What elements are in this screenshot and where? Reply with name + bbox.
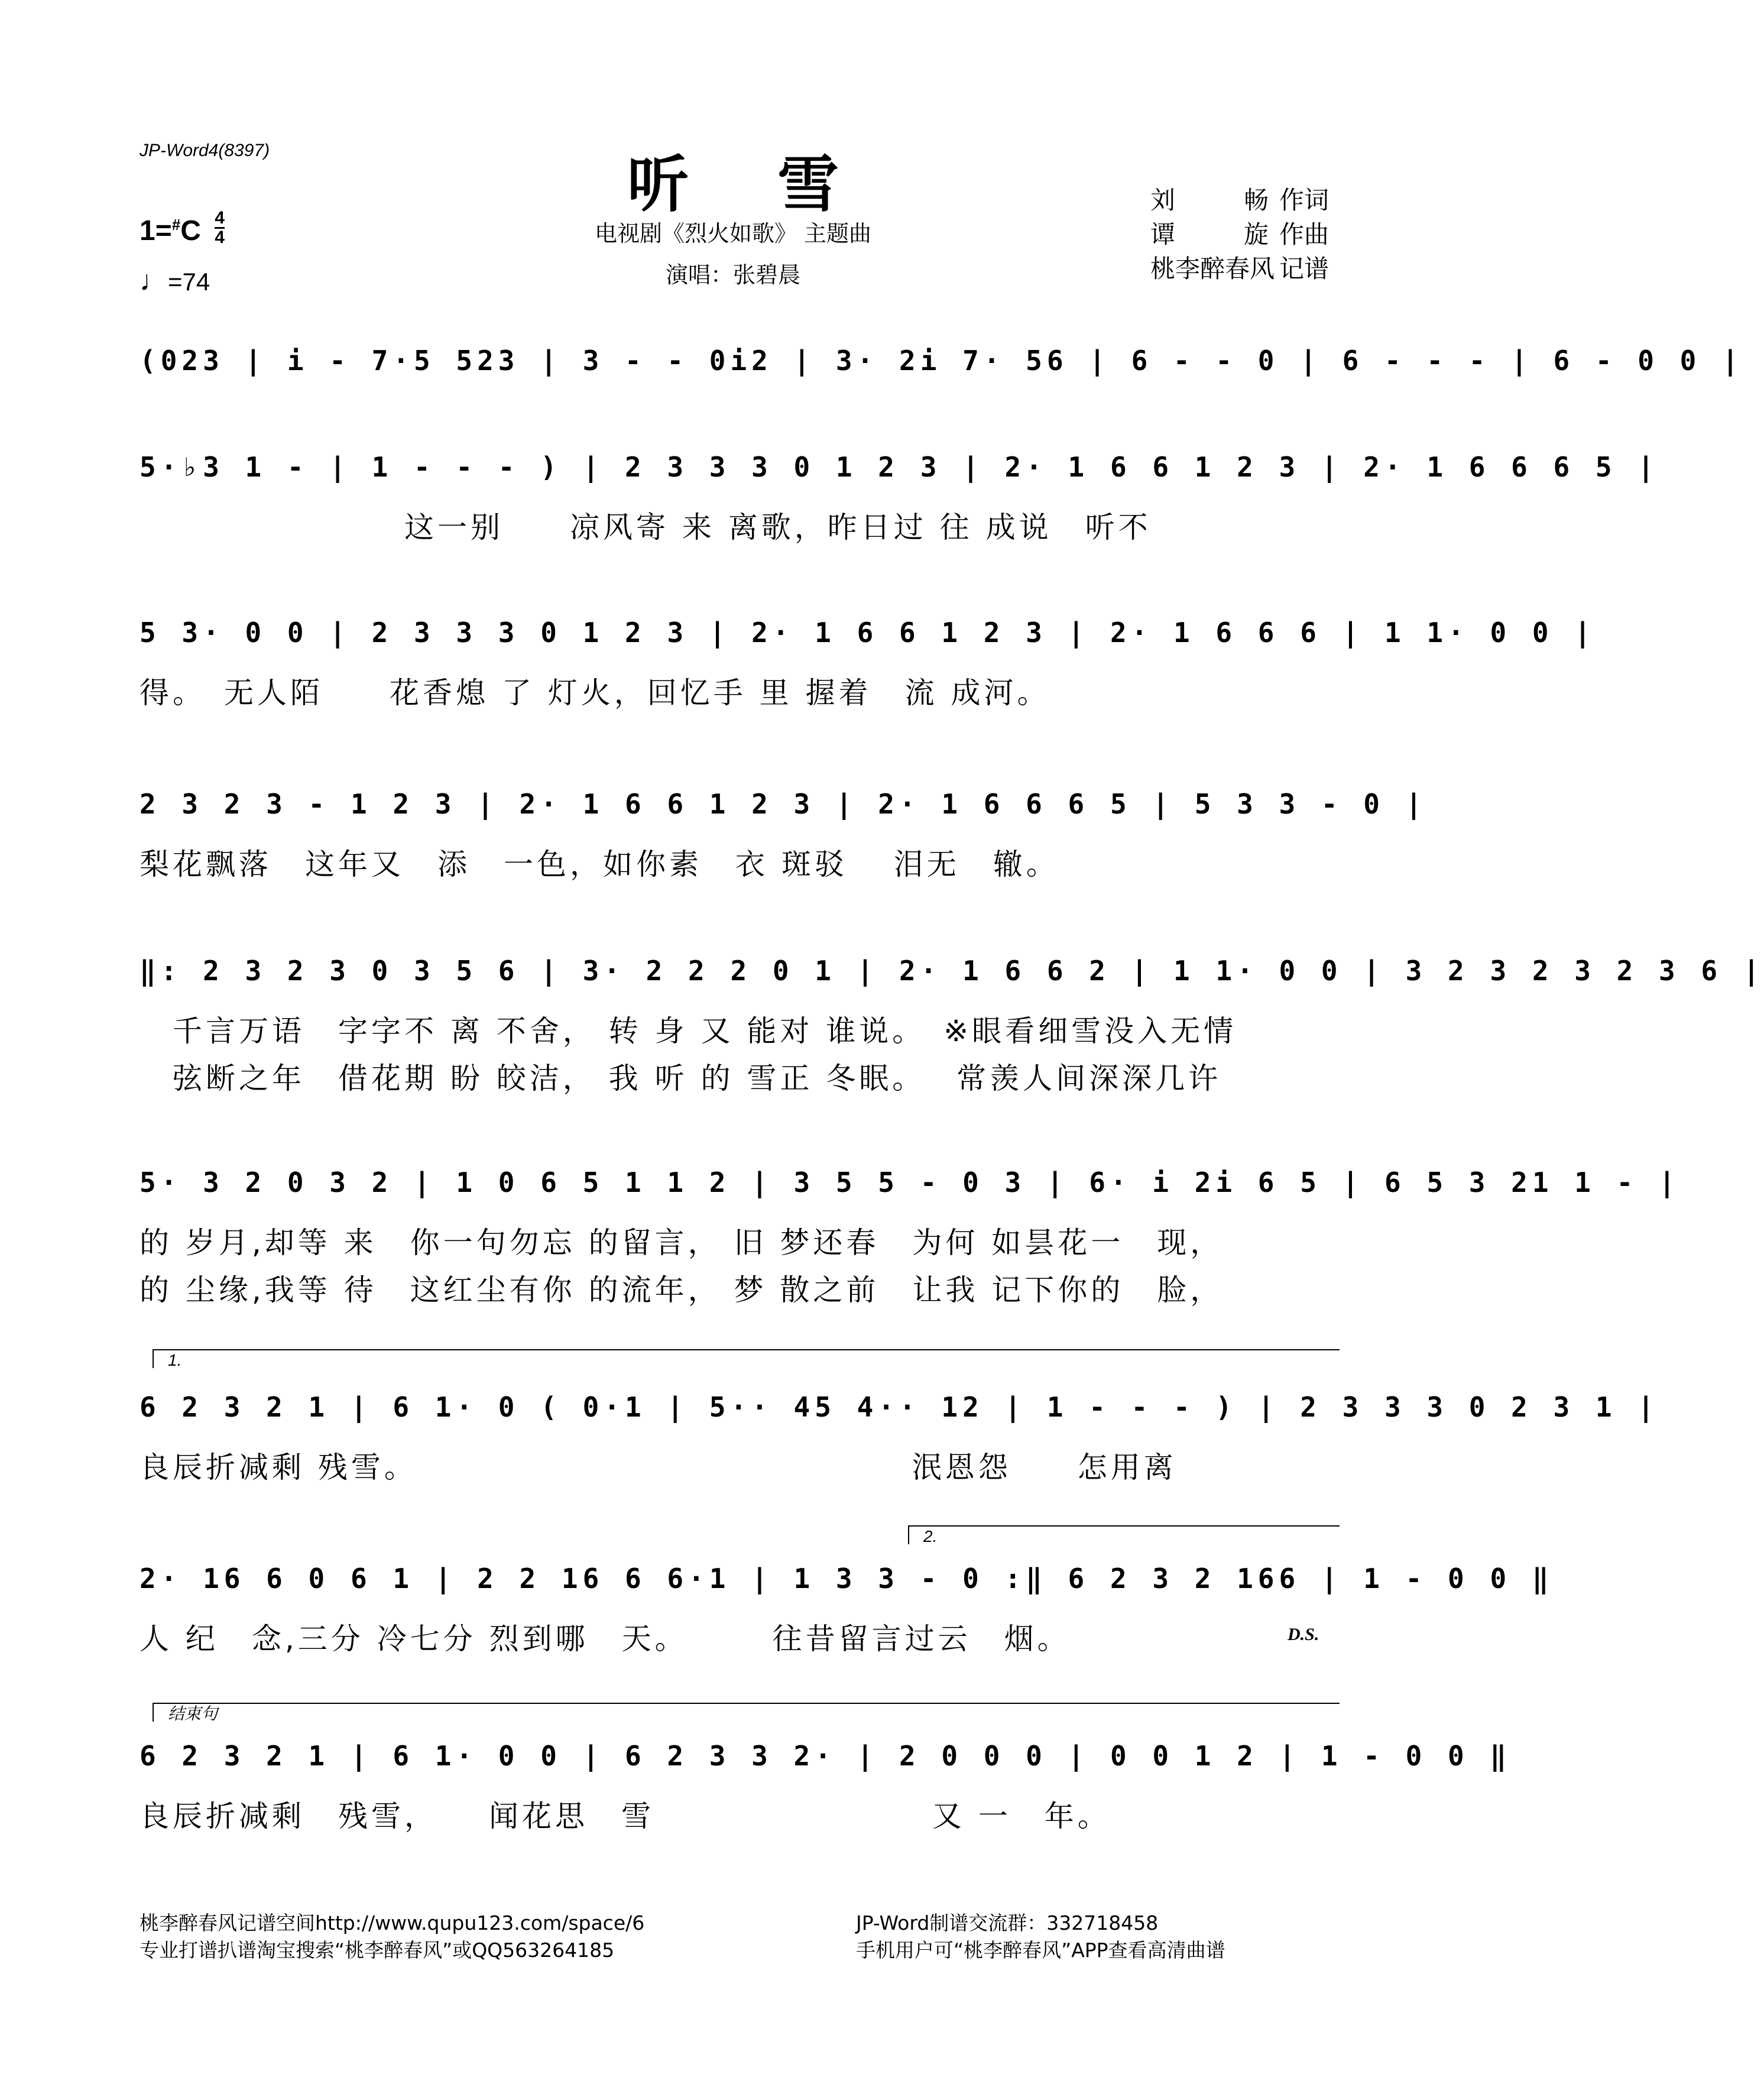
lyric-line-verse-1: 千言万语 字字不 离 不舍， 转 身 又 能对 谁说。 ※眼看细雪没入无情 <box>140 1014 1237 1048</box>
footer-right <box>856 1910 1225 1964</box>
notation-line: (023 | i - 7·5 523 | 3 - - 0i2 | 3· 2i 7· 56 | 6 - - 0 | 6 - - - | 6 - 0 0 | <box>140 345 1743 377</box>
notation-line: 2 3 2 3 - 1 2 3 | 2· 1 6 6 1 2 3 | 2· 1 6 6 6 5 | 5 3 3 - 0 | <box>140 788 1427 820</box>
song-title: 听雪 <box>627 148 928 221</box>
notation-line: 2· 16 6 0 6 1 | 2 2 16 6 6·1 | 1 3 3 - 0 :‖ 6 2 3 2 166 | 1 - 0 0 ‖ <box>140 1563 1554 1595</box>
lyric-line-verse-2: 弦断之年 借花期 盼 皎洁， 我 听 的 雪正 冬眠。 常羡人间深深几许 <box>140 1061 1222 1096</box>
notation-line: 5· 3 2 0 3 2 | 1 0 6 5 1 1 2 | 3 5 5 - 0 3 | 6· i 2i 6 5 | 6 5 3 21 1 - | <box>140 1166 1680 1198</box>
notation-line: 5·♭3 1 - | 1 - - - ) | 2 3 3 3 0 1 2 3 | 2· 1 6 6 1 2 3 | 2· 1 6 6 6 5 | <box>140 451 1659 483</box>
footer-left <box>140 1910 644 1964</box>
lyric-line: 梨花飘落 这年又 添 一色，如你素 衣 斑驳 泪无 辙。 <box>140 847 1059 882</box>
lyricist-credit: 刘畅 作词 <box>1150 186 1329 215</box>
lyric-line: 得。 无人陌 花香熄 了 灯火，回忆手 里 握着 流 成河。 <box>140 676 1050 710</box>
quarter-note-icon: ♩ <box>140 265 168 297</box>
lyric-line: 这一别 凉风寄 来 离歌，昨日过 往 成说 听不 <box>140 510 1152 545</box>
tempo-marking: ♩=74 <box>140 265 210 297</box>
lyric-line: 良辰折减剩 残雪， 闻花思 雪 又 一 年。 <box>140 1799 1111 1833</box>
footer-app-info: 手机用户可“桃李醉春风”APP查看高清曲谱 <box>856 1939 1225 1962</box>
key-signature: 1=#C $\frac{4}{4}$ <box>140 208 225 247</box>
footer-group-info: JP-Word制谱交流群：332718458 <box>856 1911 1159 1934</box>
lyric-line-verse-2: 的 尘缘,我等 待 这红尘有你 的流年， 梦 散之前 让我 记下你的 脸， <box>140 1273 1224 1307</box>
time-signature: $\frac{4}{4}$ <box>215 208 225 247</box>
dal-segno-marking: D.S. <box>1288 1625 1319 1644</box>
second-ending-bracket: 2. <box>908 1525 1340 1544</box>
lyric-line-verse-1: 的 岁月,却等 来 你一句勿忘 的留言， 旧 梦还春 为何 如昙花一 现， <box>140 1226 1224 1260</box>
first-ending-bracket: 1. <box>153 1349 1340 1368</box>
song-subtitle: 电视剧《烈火如歌》 主题曲 <box>594 221 872 247</box>
notation-line: ‖: 2 3 2 3 0 3 5 6 | 3· 2 2 2 0 1 | 2· 1 6 6 2 | 1 1· 0 0 | 3 2 3 2 3 2 3 6 | <box>140 955 1764 987</box>
notation-line: 5 3· 0 0 | 2 3 3 3 0 1 2 3 | 2· 1 6 6 1 2 3 | 2· 1 6 6 6 | 1 1· 0 0 | <box>140 617 1596 649</box>
transcriber-credit: 桃李醉春风 记谱 <box>1150 254 1329 283</box>
notation-line: 6 2 3 2 1 | 6 1· 0 ( 0·1 | 5·· 45 4·· 12 | 1 - - - ) | 2 3 3 3 0 2 3 1 | <box>140 1391 1659 1423</box>
coda-bracket: 结束句 <box>153 1703 1340 1722</box>
composer-credit: 谭旋 作曲 <box>1150 220 1329 249</box>
credits-block <box>1150 183 1329 286</box>
software-version: JP-Word4(8397) <box>140 141 270 160</box>
notation-line: 6 2 3 2 1 | 6 1· 0 0 | 6 2 3 3 2· | 2 0 0 0 | 0 0 1 2 | 1 - 0 0 ‖ <box>140 1740 1512 1772</box>
lyric-line: 人 纪 念,三分 冷七分 烈到哪 天。 往昔留言过云 烟。 <box>140 1622 1071 1656</box>
footer-taobao-info: 专业打谱扒谱淘宝搜索“桃李醉春风”或QQ563264185 <box>140 1939 615 1962</box>
singer-credit: 演唱：张碧晨 <box>665 262 800 288</box>
lyric-line: 良辰折减剩 残雪。 泯恩怨 怎用离 <box>140 1450 1177 1485</box>
footer-space-link[interactable]: 桃李醉春风记谱空间http://www.qupu123.com/space/6 <box>140 1911 645 1934</box>
